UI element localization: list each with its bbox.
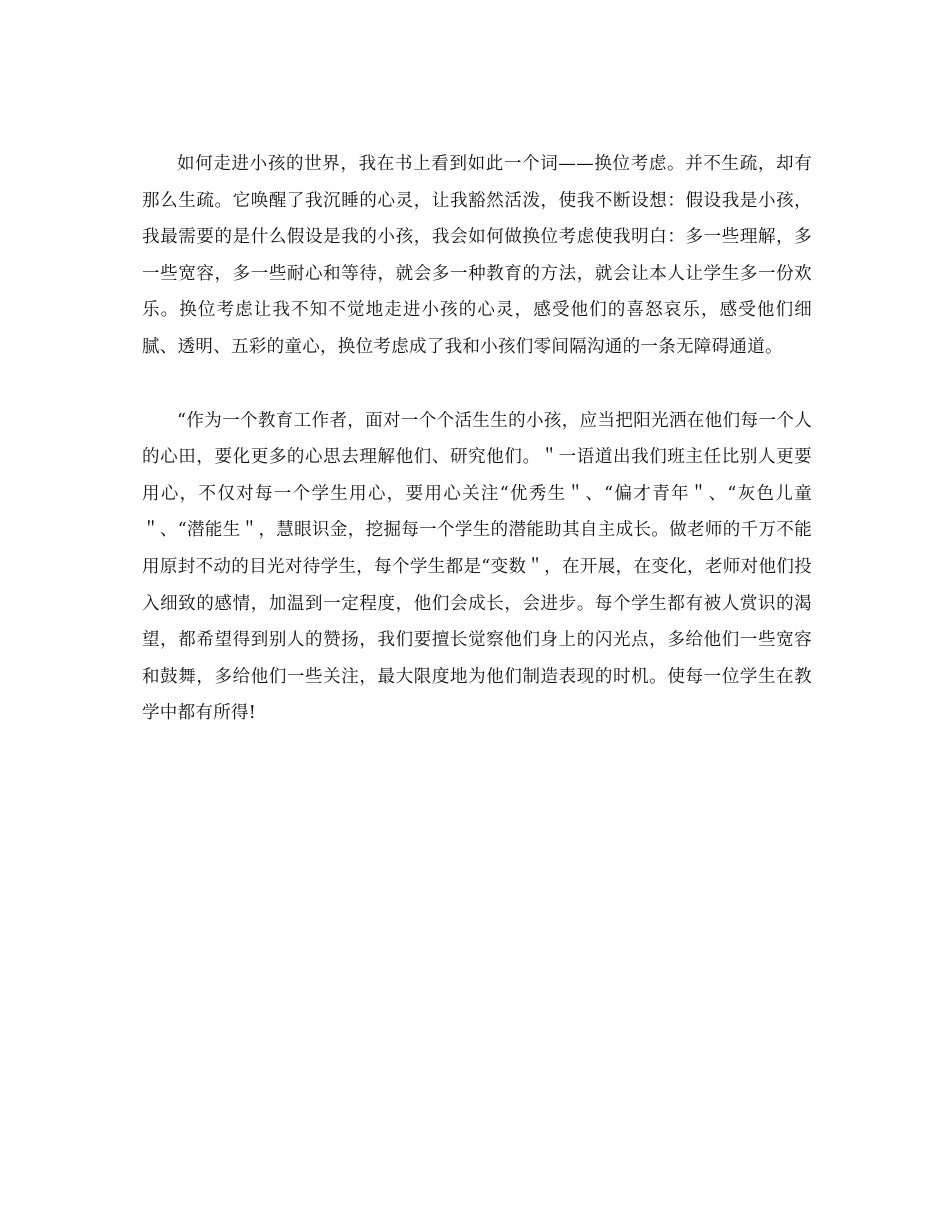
paragraph-perspective-taking: 如何走进小孩的世界，我在书上看到如此一个词——换位考虑。并不生疏，却有那么生疏。它唤醒了我沉睡的心灵，让我豁然活泼，使我不断设想：假设我是小孩，我最需要的是什么假设是我的小孩，我会如何做换位考虑使我明白：多一些理解，多一些宽容，多一些耐心和等待，就会多一种教育的方法，就会让本人让学生多一份欢乐。换位考虑让我不知不觉地走进小孩的心灵，感受他们的喜怒哀乐，感受他们细腻、透明、五彩的童心，换位考虑成了我和小孩们零间隔沟通的一条无障碍通道。 <box>142 154 812 357</box>
paragraph-teacher-care: “作为一个教育工作者，面对一个个活生生的小孩，应当把阳光洒在他们每一个人的心田，要化更多的心思去理解他们、研究他们。＂一语道出我们班主任比别人更要用心，不仅对每一个学生用心，要用心关注“优秀生＂、“偏才青年＂、“灰色儿童＂、“潜能生＂，慧眼识金，挖掘每一个学生的潜能助其自主成长。做老师的千万不能用原封不动的目光对待学生，每个学生都是“变数＂，在开展，在变化，老师对他们投入细致的感情，加温到一定程度，他们会成长，会进步。每个学生都有被人赏识的渴望，都希望得到别人的赞扬，我们要擅长觉察他们身上的闪光点，多给他们一些宽容和鼓舞，多给他们一些关注，最大限度地为他们制造表现的时机。使每一位学生在教学中都有所得! <box>142 410 812 724</box>
document-body <box>142 146 812 732</box>
